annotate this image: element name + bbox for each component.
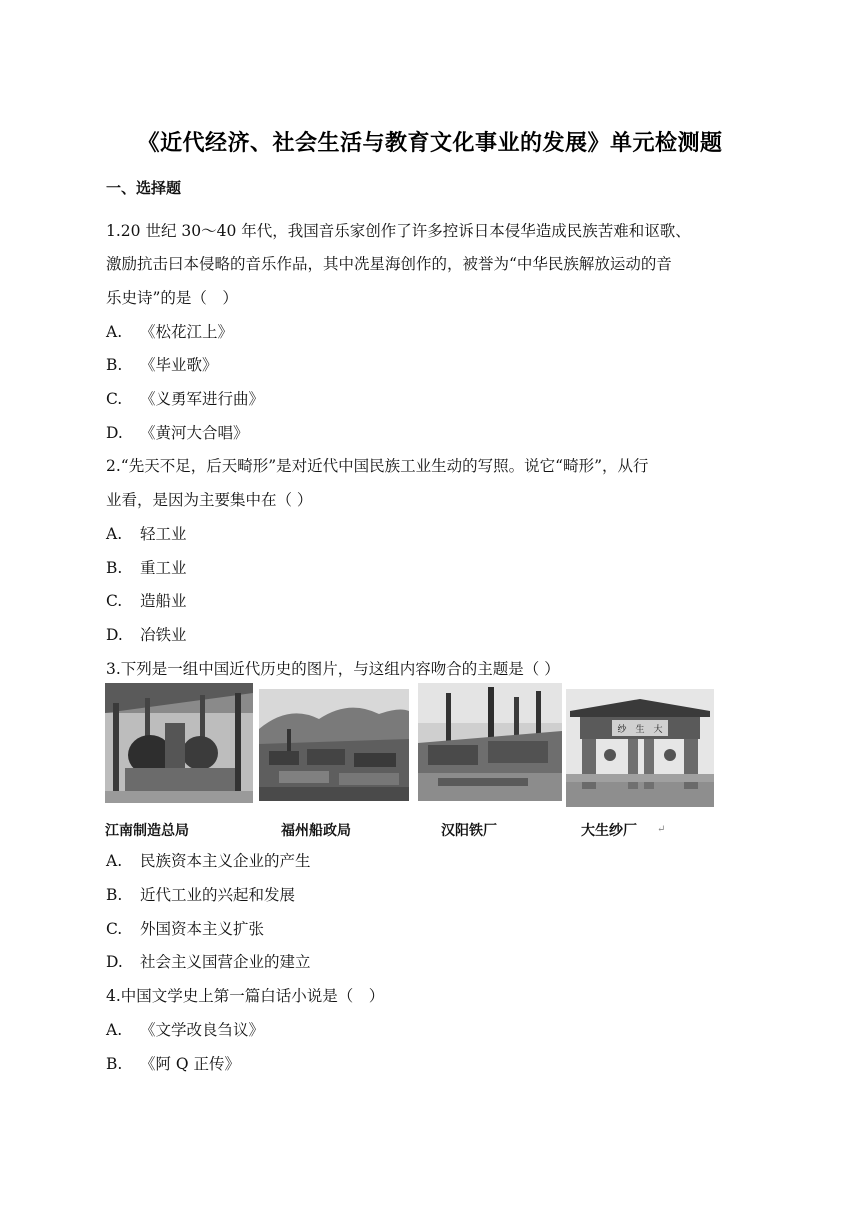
question-3-option-c [106, 917, 264, 939]
historical-photo-strip [105, 683, 725, 843]
option-text: 外国资本主义扩张 [140, 920, 265, 938]
option-text: 民族资本主义企业的产生 [140, 852, 311, 870]
option-text: 社会主义国营企业的建立 [140, 953, 311, 971]
option-letter: D. [106, 953, 123, 971]
question-4-option-a [106, 1018, 264, 1040]
question-3-option-b [106, 883, 295, 905]
option-text: 重工业 [140, 559, 187, 577]
option-letter: A. [106, 1021, 123, 1039]
document-title: 《近代经济、社会生活与教育文化事业的发展》单元检测题 [137, 131, 723, 156]
option-letter: B. [106, 356, 123, 374]
question-3-line-1: 3.下列是一组中国近代历史的图片，与这组内容吻合的主题是（ ） [106, 660, 560, 678]
svg-text:纱 生 大: 纱 生 大 [617, 725, 663, 735]
paragraph-return-mark: ↵ [657, 824, 666, 835]
option-text: 《义勇军进行曲》 [140, 390, 265, 408]
option-text: 《文学改良刍议》 [140, 1021, 265, 1039]
photo-caption-fuzhou: 福州船政局 [281, 823, 351, 839]
question-1-option-a [106, 320, 233, 342]
option-text: 冶铁业 [140, 626, 187, 644]
question-4-option-b [106, 1052, 240, 1074]
question-2-option-b [106, 556, 187, 578]
option-letter: A. [106, 525, 123, 543]
option-text: 《松花江上》 [140, 323, 234, 341]
option-text: 《黄河大合唱》 [140, 424, 249, 442]
option-text: 《阿 Q 正传》 [140, 1055, 241, 1073]
question-1-option-c [106, 387, 264, 409]
option-letter: D. [106, 424, 123, 442]
iron-works-photo [418, 683, 562, 801]
question-1-line-3: 乐史诗”的是（ ） [106, 289, 238, 307]
question-1-line-1: 1.20 世纪 30～40 年代，我国音乐家创作了许多控诉日本侵华造成民族苦难和讴歌、 [106, 222, 691, 240]
option-letter: A. [106, 852, 123, 870]
question-2-option-d [106, 623, 187, 645]
option-letter: C. [106, 920, 123, 938]
option-letter: B. [106, 559, 123, 577]
option-text: 近代工业的兴起和发展 [140, 886, 296, 904]
photo-caption-jiangnan: 江南制造总局 [105, 823, 189, 839]
photo-caption-dasheng: 大生纱厂 [581, 823, 637, 839]
question-2-line-2: 业看，是因为主要集中在（ ） [106, 491, 313, 509]
option-letter: C. [106, 390, 123, 408]
option-letter: D. [106, 626, 123, 644]
option-letter: B. [106, 1055, 123, 1073]
factory-interior-photo [105, 683, 253, 803]
question-1-option-d [106, 421, 249, 443]
question-4-line-1: 4.中国文学史上第一篇白话小说是（ ） [106, 987, 385, 1005]
option-letter: A. [106, 323, 123, 341]
section-heading: 一、选择题 [106, 179, 182, 197]
shipyard-town-photo [259, 689, 409, 801]
option-text: 《毕业歌》 [140, 356, 218, 374]
question-2-option-a [106, 522, 187, 544]
question-3-option-a [106, 849, 311, 871]
option-text: 造船业 [140, 592, 187, 610]
question-1-option-b [106, 353, 218, 375]
option-letter: C. [106, 592, 123, 610]
option-text: 轻工业 [140, 525, 187, 543]
question-3-option-d [106, 950, 311, 972]
photo-caption-hanyang: 汉阳铁厂 [441, 823, 497, 839]
option-letter: B. [106, 886, 123, 904]
spinning-mill-gate-photo [566, 689, 714, 807]
question-2-option-c [106, 589, 187, 611]
question-1-line-2: 激励抗击曰本侵略的音乐作品，其中冼星海创作的，被誉为“中华民族解放运动的音 [106, 255, 672, 273]
question-2-line-1: 2.“先天不足，后天畸形”是对近代中国民族工业生动的写照。说它“畸形”，从行 [106, 457, 649, 475]
